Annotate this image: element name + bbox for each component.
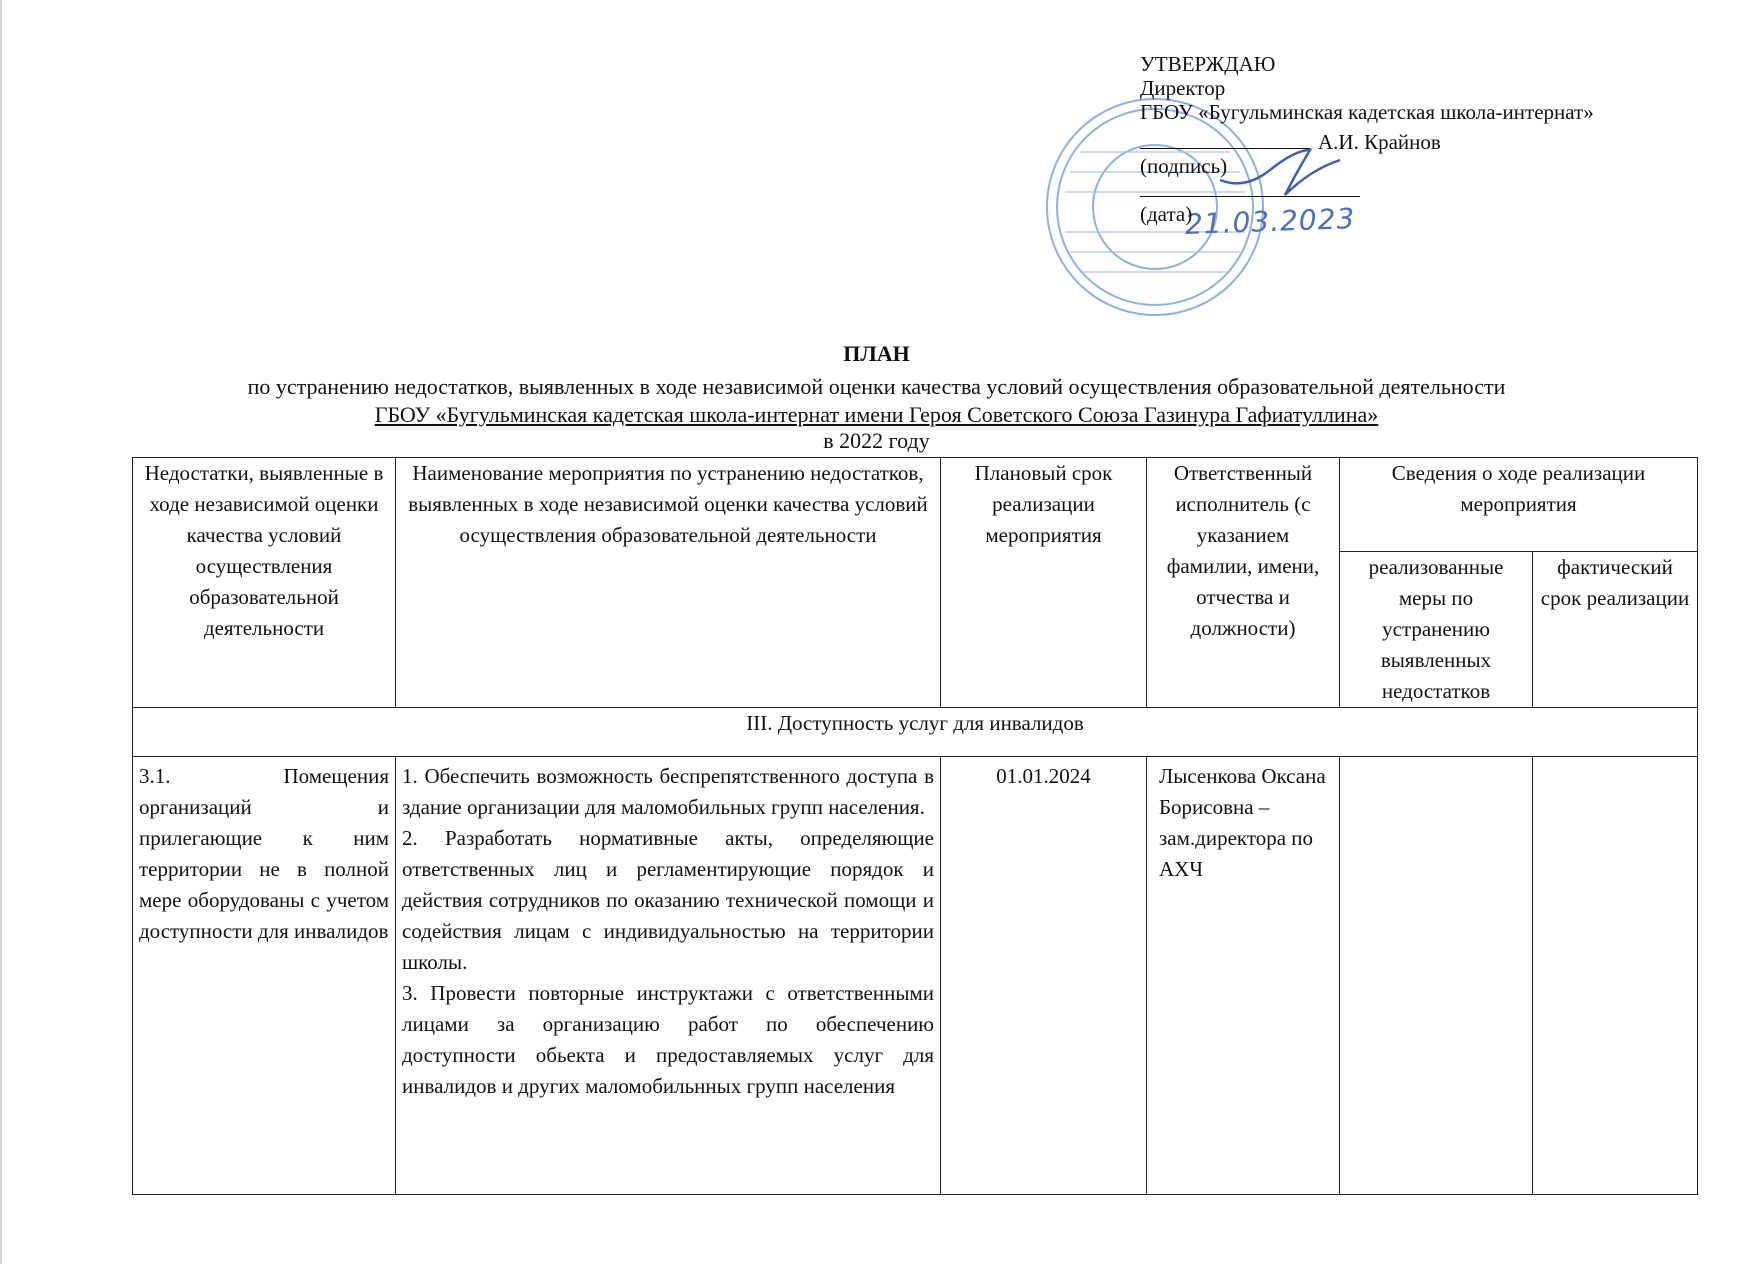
date-line	[1140, 178, 1594, 202]
approval-heading: УТВЕРЖДАЮ	[1140, 52, 1276, 76]
signature-caption: (подпись)	[1140, 154, 1228, 178]
document-subtitle: по устранению недостатков, выявленных в ходе независимой оценки качества условий осуществления образовательной деятельности	[247, 374, 1506, 399]
plan-table	[132, 457, 1698, 1195]
measure-item: 3. Провести повторные инструктажи с ответственными лицами за организацию работ по обеспечению доступности обьекта и предоставляемых услуг для инвалидов и других маломобильнных групп населения	[402, 981, 934, 1098]
approval-position: Директор	[1140, 76, 1226, 100]
responsible-cell: Лысенкова Оксана Борисовна – зам.директора по АХЧ	[1147, 757, 1340, 1195]
approval-organization: ГБОУ «Бугульминская кадетская школа-интернат»	[1140, 100, 1594, 124]
header-implemented: реализованные меры по устранению выявленных недостатков	[1340, 552, 1533, 708]
organization-name: ГБОУ «Бугульминская кадетская школа-интернат имени Героя Советского Союза Газинура Гафиатуллина»	[374, 402, 1379, 427]
signature-line	[1140, 130, 1594, 154]
header-responsible: Ответственный исполнитель (с указанием фамилии, имени, отчества и должности)	[1147, 458, 1340, 708]
scan-edge	[0, 0, 2, 1264]
section-title: III. Доступность услуг для инвалидов	[133, 708, 1698, 757]
table-row	[133, 757, 1698, 1195]
approval-block	[1140, 52, 1594, 226]
implemented-cell	[1340, 757, 1533, 1195]
document-year: в 2022 году	[823, 428, 930, 453]
measure-item: 2. Разработать нормативные акты, определяющие ответственных лиц и регламентирующие порядок и действия сотрудников по оказанию технической помощи и содействия лицам с индивидуальностью на территории школы.	[402, 826, 934, 974]
deadline-cell: 01.01.2024	[941, 757, 1147, 1195]
measure-item: 1. Обеспечить возможность беспрепятственного доступа в здание организации для маломобильных групп населения.	[402, 764, 934, 819]
header-measures: Наименование мероприятия по устранению недостатков, выявленных в ходе независимой оценки качества условий осуществления образовательной деятельности	[396, 458, 941, 708]
signer-name: А.И. Крайнов	[1318, 130, 1441, 154]
header-progress: Сведения о ходе реализации мероприятия	[1340, 458, 1698, 552]
handwritten-date: 21.03.2023	[1184, 202, 1356, 241]
header-actual-date: фактический срок реализации	[1533, 552, 1698, 708]
document-title: ПЛАН	[843, 341, 910, 366]
deficiency-cell: 3.1. Помещения организаций и прилегающие к ним территории не в полной мере оборудованы с учетом доступности для инвалидов	[133, 757, 396, 1195]
header-deficiencies: Недостатки, выявленные в ходе независимой оценки качества условий осуществления образовательной деятельности	[133, 458, 396, 708]
measures-cell	[396, 757, 941, 1195]
header-deadline: Плановый срок реализации мероприятия	[941, 458, 1147, 708]
date-caption: (дата)	[1140, 202, 1193, 226]
actual-date-cell	[1533, 757, 1698, 1195]
